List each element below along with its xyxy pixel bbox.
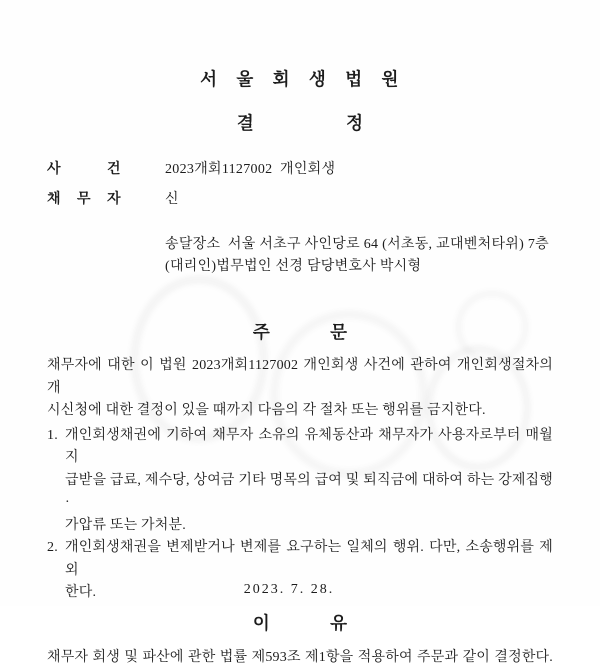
- case-number-label: 사 건: [47, 158, 121, 178]
- decision-date: 2023. 7. 28.: [0, 582, 600, 598]
- item-line: 급받을 급료, 제수당, 상여금 기타 명목의 급여 및 퇴직금에 대하여 하는 강제집행·: [65, 470, 553, 515]
- item-text: [65, 425, 553, 538]
- item-number: 2.: [47, 537, 65, 605]
- debtor-label: 채 무 자: [47, 188, 121, 208]
- prohibited-acts-list: [47, 425, 553, 605]
- list-item: [47, 425, 553, 538]
- document-title: 결 정: [47, 110, 553, 135]
- debtor-name-value: 신: [165, 188, 179, 208]
- intro-line: 채무자에 대한 이 법원 2023개회1127002 개인회생 사건에 관하여 개인회생절차의 개: [47, 355, 553, 400]
- reason-paragraph: [47, 647, 553, 669]
- item-line: 한다.: [65, 582, 553, 605]
- case-info-block: [47, 158, 553, 208]
- main-text-heading: 주 문: [47, 319, 553, 344]
- main-text-intro: [47, 355, 553, 423]
- item-line: 개인회생채권을 변제받거나 변제를 요구하는 일체의 행위. 다만, 소송행위를 제외: [65, 537, 553, 582]
- service-address-block: [165, 234, 553, 278]
- item-line: 개인회생채권에 기하여 채무자 소유의 유체동산과 채무자가 사용자로부터 매월 지: [65, 425, 553, 470]
- case-number-value: 2023개회1127002 개인회생: [165, 158, 335, 178]
- reason-heading: 이 유: [47, 610, 553, 635]
- attorney-line: (대리인)법무법인 선경 담당변호사 박시형: [165, 256, 553, 278]
- debtor-row: [47, 188, 553, 208]
- item-line: 가압류 또는 가처분.: [65, 515, 553, 538]
- intro-line: 시신청에 대한 결정이 있을 때까지 다음의 각 절차 또는 행위를 금지한다.: [47, 400, 553, 423]
- court-name-title: 서 울 회 생 법 원: [47, 0, 553, 91]
- reason-line: 채무자 회생 및 파산에 관한 법률 제593조 제1항을 적용하여 주문과 같이 결정한다.: [47, 647, 553, 669]
- item-number: 1.: [47, 425, 65, 538]
- case-number-row: [47, 158, 553, 178]
- service-address-line: 송달장소 서울 서초구 사인당로 64 (서초동, 교대벤처타위) 7층: [165, 234, 553, 256]
